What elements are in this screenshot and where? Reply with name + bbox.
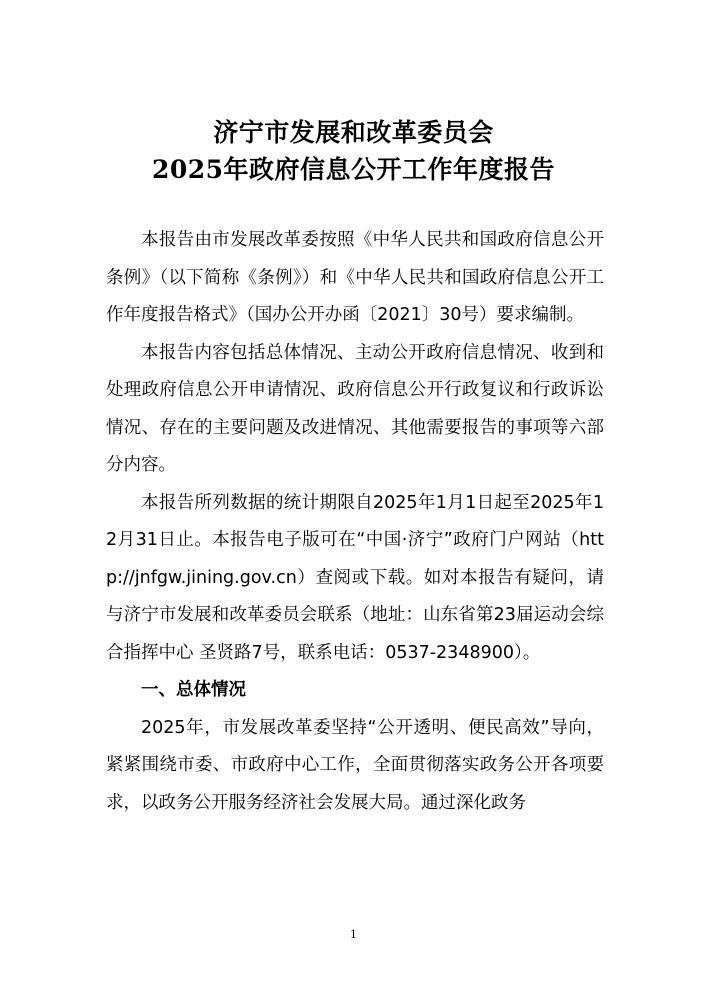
contents-paragraph: 本报告内容包括总体情况、主动公开政府信息情况、收到和处理政府信息公开申请情况、政府信息公开行政复议和行政诉讼情况、存在的主要问题及改进情况、其他需要报告的事项等六部分内容。	[106, 342, 604, 475]
document-body	[106, 222, 604, 822]
intro-paragraph: 本报告由市发展改革委按照《中华人民共和国政府信息公开条例》（以下简称《条例》）和《中华人民共和国政府信息公开工作年度报告格式》（国办公开办函〔2021〕30号）要求编制。	[106, 230, 604, 325]
statistics-contact-paragraph: 本报告所列数据的统计期限自2025年1月1日起至2025年12月31日止。本报告电子版可在“中国·济宁”政府门户网站（http://jnfgw.jining.gov.cn）查阅或下载。如对本报告有疑问，请与济宁市发展和改革委员会联系（地址：山东省第23届运动会综合指挥中心 圣贤路7号，联系电话：0537-2348900）。	[106, 492, 604, 663]
document-title-line-1: 济宁市发展和改革委员会	[213, 118, 494, 147]
section-heading: 一、总体情况	[141, 680, 246, 700]
page-number: 1	[350, 928, 357, 941]
section-paragraph: 2025年，市发展改革委坚持“公开透明、便民高效”导向，紧紧围绕市委、市政府中心工作，全面贯彻落实政务公开各项要求，以政务公开服务经济社会发展大局。通过深化政务	[106, 717, 604, 813]
document-title-line-2: 2025年政府信息公开工作年度报告	[151, 155, 556, 184]
